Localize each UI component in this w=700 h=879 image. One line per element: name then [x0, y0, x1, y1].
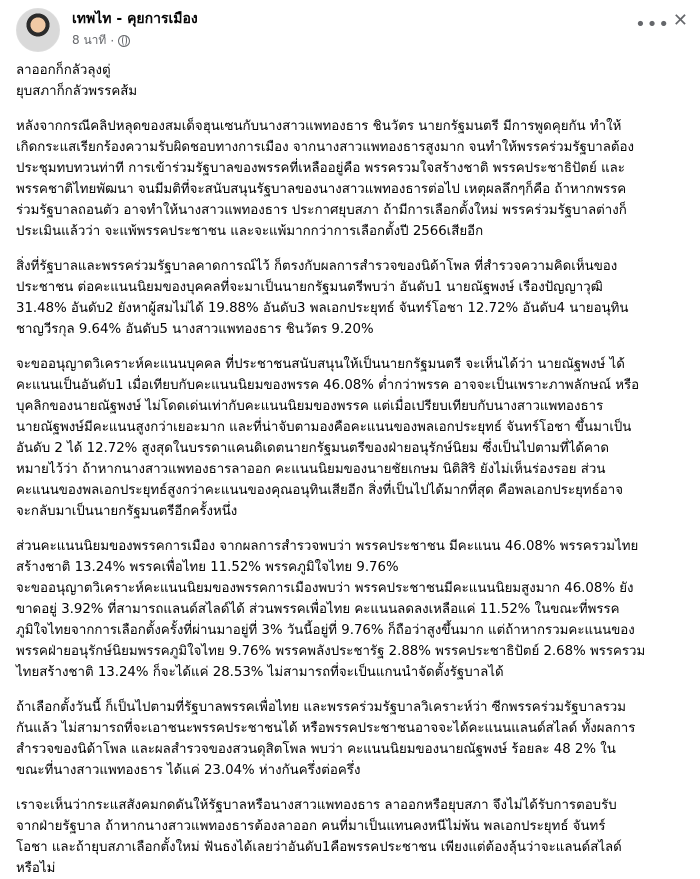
post-header: [16, 6, 684, 54]
post-paragraph: เราจะเห็นว่ากระแสสังคมกดดันให้รัฐบาลหรือนางสาวแพทองธาร ลาออกหรือยุบสภา จึงไม่ได้รับการตอบรับ จากฝ่ายรัฐบาล ถ้าหากนางสาวแพทองธารต้องลาออก คนที่มาเป็นแทนคงหนีไม่พ้น พลเอกประยุทธ์ จันทร์ โอชา และถ้ายุบสภาเลือกตั้งใหม่ ฟันธงได้เลยว่าอันดับ1คือพรรคประชาชน เพียงแต่ต้องลุ้นว่าจะแลนด์สไลด์ หรือไม่: [16, 798, 622, 876]
separator-dot: ·: [110, 33, 115, 48]
post-body: [16, 60, 684, 879]
avatar[interactable]: [16, 8, 60, 52]
post-paragraph: ถ้าเลือกตั้งวันนี้ ก็เป็นไปตามที่รัฐบาลพรรคเพื่อไทย และพรรคร่วมรัฐบาลวิเคราะห์ว่า ซีกพรรคร่วมรัฐบาลรวม กันแล้ว ไม่สามารถที่จะเอาชนะพรรคประชาชนได้ หรือพรรคประชาชนอาจจะได้คะแนนแลนด์สไลด์ ทั้งผลการ สำรวจของนิด้าโพล และผลสำรวจของสวนดุสิตโพล พบว่า คะแนนนิยมของนายณัฐพงษ์ ร้อยละ 48 2% ใน ขณะที่นางสาวแพทองธาร ได้แค่ 23.04% ห่างกันครึ่งต่อครึ่ง: [16, 700, 636, 778]
post-paragraph: ส่วนคะแนนนิยมของพรรคการเมือง จากผลการสำรวจพบว่า พรรคประชาชน มีคะแนน 46.08% พรรครวมไทย สร้างชาติ 13.24% พรรคเพื่อไทย 11.52% พรรคภูมิใจไทย 9.76%: [16, 539, 639, 575]
more-icon[interactable]: •••: [635, 14, 670, 35]
post-meta: [72, 10, 198, 50]
author-name[interactable]: เทพไท - คุยการเมือง: [72, 11, 198, 27]
close-icon[interactable]: ✕: [672, 10, 688, 31]
post-timestamp[interactable]: 8 นาที: [72, 33, 107, 47]
post-paragraph: จะขออนุญาตวิเคราะห์คะแนนนิยมของพรรคการเมืองพบว่า พรรคประชาชนมีคะแนนนิยมสูงมาก 46.08% ยัง ขาดอยู่ 3.92% ที่สามารถแลนด์สไลด์ได้ ส่วนพรรคเพื่อไทย คะแนนลดลงเหลือแค่ 11.52% ในขณะที่พรรค ภูมิใจไทยจากการเลือกตั้งครั้งที่ผ่านมาอยู่ที่ 3% วันนี้อยู่ที่ 9.76% ก็ถือว่าสูงขึ้นมาก แต่ถ้าหากรวมคะแนนของ พรรคฝ่ายอนุรักษ์นิยมพรรคภูมิใจไทย 9.76% พรรคพลังประชารัฐ 2.88% พรรคประชาธิปัตย์ 2.68% พรรครวม ไทยสร้างชาติ 13.24% ก็จะได้แค่ 28.53% ไม่สามารถที่จะเป็นแกนนำจัดตั้งรัฐบาลได้: [16, 581, 646, 680]
post-paragraph: จะขออนุญาตวิเคราะห์คะแนนบุคคล ที่ประชาชนสนับสนุนให้เป็นนายกรัฐมนตรี จะเห็นได้ว่า นายณัฐพงษ์ ได้ คะแนนเป็นอันดับ1 เมื่อเทียบกับคะแนนนิยมของพรรค 46.08% ต่ำกว่าพรรค อาจจะเป็นเพราะภาพลักษณ์ หรือ บุคลิกของนายณัฐพงษ์ ไม่โดดเด่นเท่ากับคะแนนนิยมของพรรค แต่เมื่อเปรียบเทียบกับนางสาวแพทองธาร นายณัฐพงษ์มีคะแนนสูงกว่าเยอะมาก และที่น่าจับตามองคือคะแนนของพลเอกประยุทธ์ จันทร์โอชา ขึ้นมาเป็น อันดับ 2 ได้ 12.72% สูงสุดในบรรดาแคนดิเดตนายกรัฐมนตรีของฝ่ายอนุรักษ์นิยม ซึ่งเป็นไปตามที่ได้คาด หมายไว้ว่า ถ้าหากนางสาวแพทองธารลาออก คะแนนนิยมของนายชัยเกษม นิติสิริ ยังไม่เห็นร่องรอย ส่วน คะแนนของพลเอกประยุทธ์สูงกว่าคะแนนของคุณอนุทินเสียอีก สิ่งที่เป็นไปได้มากที่สุด คือพลเอกประยุทธ์อาจ จะกลับมาเป็นนายกรัฐมนตรีอีกครั้งหนึ่ง: [16, 357, 640, 519]
post-paragraph: สิ่งที่รัฐบาลและพรรคร่วมรัฐบาลคาดการณ์ไว้ ก็ตรงกับผลการสำรวจของนิด้าโพล ที่สำรวจความคิดเห็นของ ประชาชน ต่อคะแนนนิยมของบุคคลที่จะมาเป็นนายกรัฐมนตรีพบว่า อันดับ1 นายณัฐพงษ์ เรืองปัญญาวุฒิ 31.48% อันดับ2 ยังหาผู้สมไม่ได้ 19.88% อันดับ3 พลเอกประยุทธ์ จันทร์โอชา 12.72% อันดับ4 นายอนุทิน ชาญวีรกุล 9.64% อันดับ5 นางสาวแพทองธาร ชินวัตร 9.20%: [16, 259, 629, 337]
post-subline: [72, 31, 198, 50]
post-paragraph: ลาออกก็กลัวลุงตู่ ยุบสภาก็กลัวพรรคส้ม: [16, 63, 138, 99]
globe-icon: [118, 35, 130, 47]
post-paragraph: หลังจากกรณีคลิปหลุดของสมเด็จฮุนเซนกับนางสาวแพทองธาร ชินวัตร นายกรัฐมนตรี มีการพูดคุยกัน ทำให้ เกิดกระแสเรียกร้องความรับผิดชอบทางการเมือง จากนางสาวแพทองธารสูงมาก จนทำให้พรรคร่วมรัฐบาลต้อง ประชุมทบทวนท่าที การเข้าร่วมรัฐบาลของพรรคที่เหลืออยู่คือ พรรครวมใจสร้างชาติ พรรคประชาธิปัตย์ และ พรรคชาติไทยพัฒนา จนมีมติที่จะสนับสนุนรัฐบาลของนางสาวแพทองธารต่อไป เหตุผลลึกๆก็คือ ถ้าหากพรรค ร่วมรัฐบาลถอนตัว อาจทำให้นางสาวแพทองธาร ประกาศยุบสภา ถ้ามีการเลือกตั้งใหม่ พรรคร่วมรัฐบาลต่างก็ ประเมินแล้วว่า จะแพ้พรรคประชาชน และจะแพ้มากกว่าการเลือกตั้งปี 2566เสียอีก: [16, 119, 635, 239]
